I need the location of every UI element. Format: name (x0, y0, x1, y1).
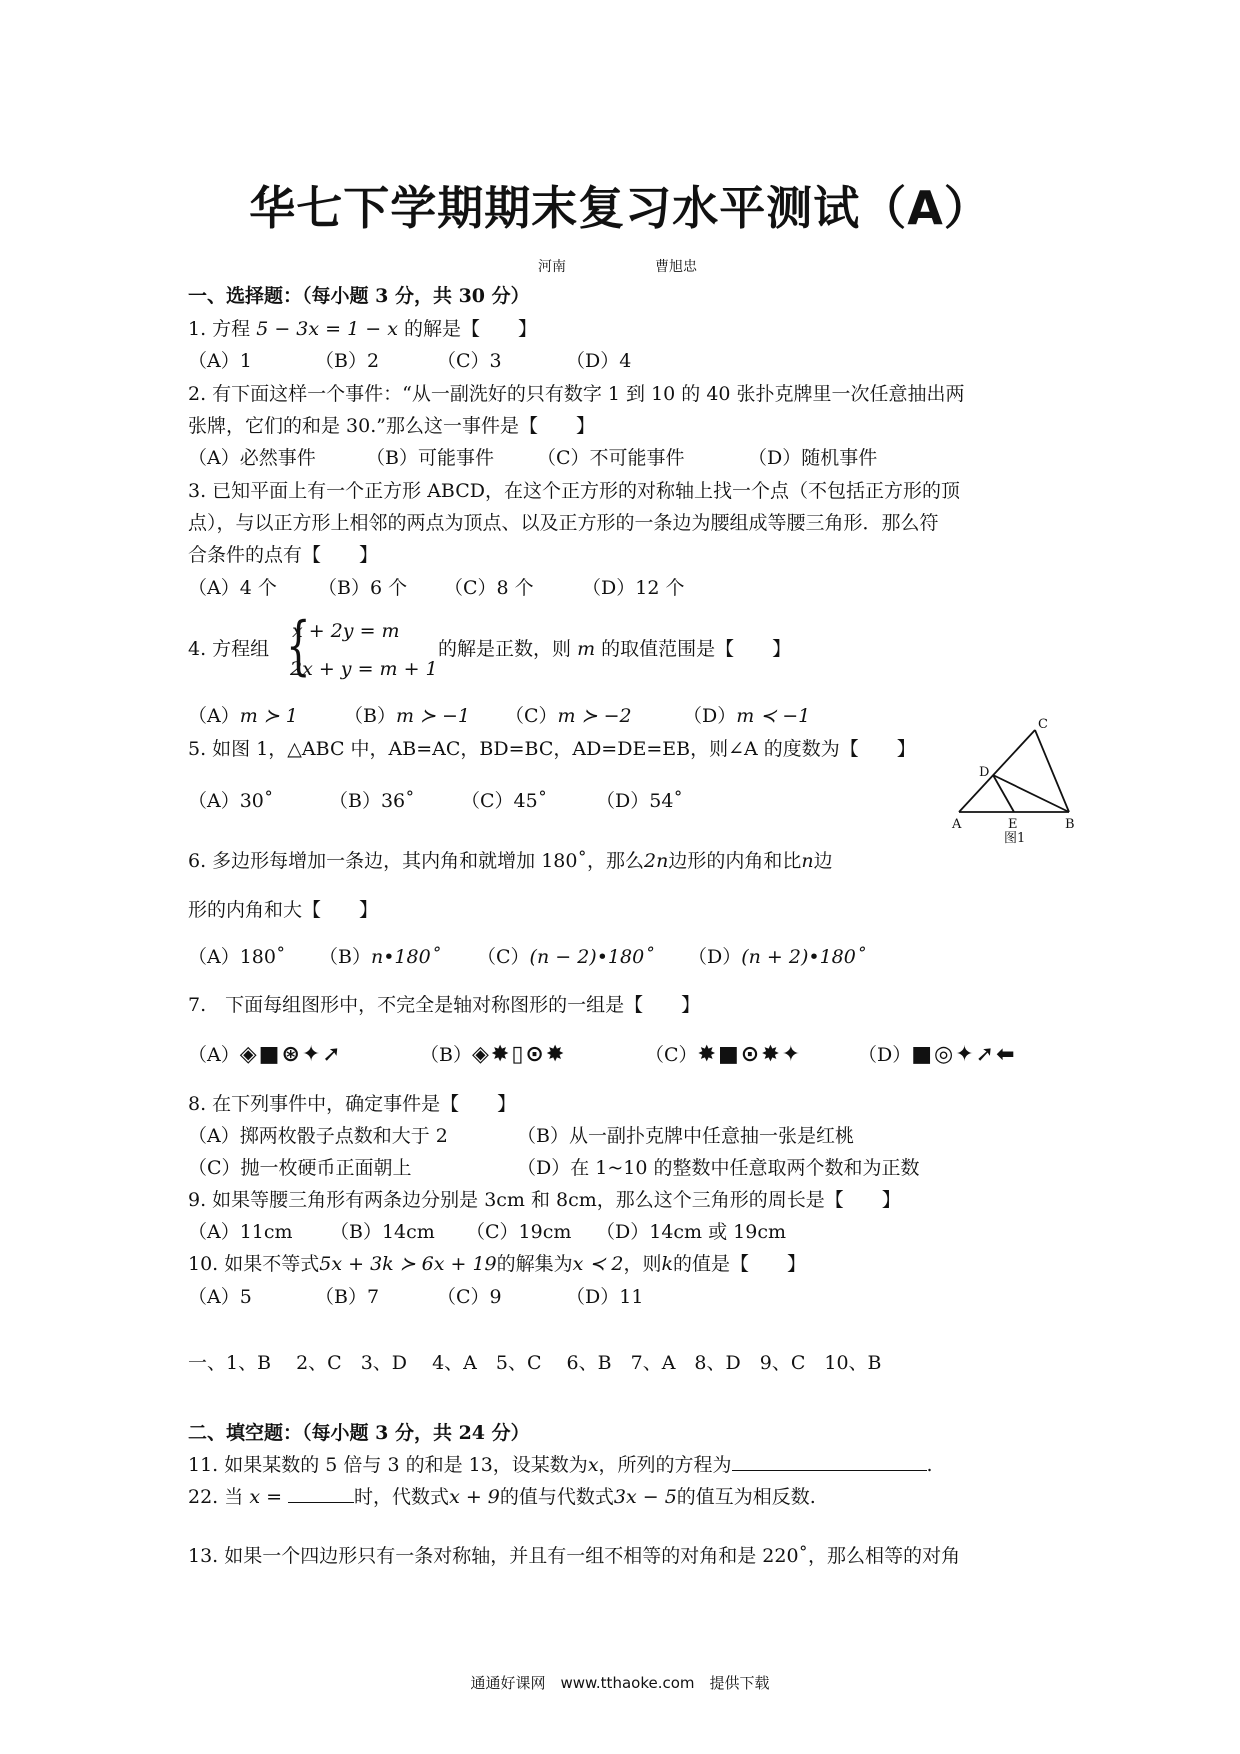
footer: 通通好课网 www.tthaoke.com 提供下载 (470, 1674, 770, 1692)
q7-b-shapes: ◈✸▯⊙✸ (471, 1042, 567, 1067)
q11-text: 11. 如果某数的 5 倍与 3 的和是 13，设某数为x，所列的方程为 . (188, 1454, 933, 1476)
q3-line2: 点），与以正方形上相邻的两点为顶点、以及正方形的一条边为腰组成等腰三角形．那么符 (188, 512, 939, 534)
q3-option-d: （D）12 个 (582, 577, 685, 599)
q1-option-b: （B）2 (315, 350, 380, 372)
label-a: A (952, 817, 962, 832)
q9-option-c: （C）19cm (466, 1221, 572, 1243)
q6-line1: 6. 多边形每增加一条边，其内角和就增加 180˚，那么2n边形的内角和比n边 (188, 850, 833, 872)
q5-option-d: （D）54˚ (596, 790, 683, 812)
q3-option-c: （C）8 个 (444, 577, 534, 599)
q4-option-a: （A）m ≻ 1 (188, 705, 298, 727)
q8-option-b: （B）从一副扑克牌中任意抽一张是红桃 (517, 1125, 854, 1147)
q5-text: 5. 如图 1，△ABC 中，AB=AC，BD=BC，AD=DE=EB，则∠A 的度数为【 】 (188, 738, 916, 760)
question-1 (188, 316, 537, 342)
q7-c-shapes: ✸■⊙✸✦ (697, 1042, 803, 1067)
q2-option-a: （A）必然事件 (188, 447, 316, 469)
q3-line3: 合条件的点有【 】 (188, 544, 379, 566)
q7-d-shapes: ■◎✦➚⬅ (911, 1042, 1017, 1067)
q10-option-b: （B）7 (315, 1286, 380, 1308)
q13-text: 13. 如果一个四边形只有一条对称轴，并且有一组不相等的对角和是 220˚，那么相等的对角 (188, 1545, 961, 1567)
q7-option-c: （C）✸■⊙✸✦ (645, 1042, 803, 1067)
q9-option-b: （B）14cm (330, 1221, 435, 1243)
author-name: 曹旭忠 (655, 259, 697, 275)
q5-option-b: （B）36˚ (329, 790, 415, 812)
q7-a-shapes: ◈■⊛✦➚ (239, 1042, 343, 1067)
q10-option-c: （C）9 (437, 1286, 502, 1308)
q1-suffix: 的解是【 】 (403, 318, 537, 340)
q7-text: 7. 下面每组图形中，不完全是轴对称图形的一组是【 】 (188, 994, 701, 1016)
segment-cb (1035, 730, 1069, 812)
author-region: 河南 (538, 259, 566, 275)
q1-option-d: （D）4 (566, 350, 632, 372)
q2-option-b: （B）可能事件 (366, 447, 494, 469)
q7-option-b: （B）◈✸▯⊙✸ (420, 1042, 567, 1067)
q10-text: 10. 如果不等式5x + 3k ≻ 6x + 19的解集为x ≺ 2，则k的值是【 】 (188, 1253, 807, 1275)
q4-suffix: 的解是正数，则 m 的取值范围是【 】 (438, 638, 792, 660)
q8-text: 8. 在下列事件中，确定事件是【 】 (188, 1093, 517, 1115)
q2-line1: 2. 有下面这样一个事件：“从一副洗好的只有数字 1 到 10 的 40 张扑克牌里一次任意抽出两 (188, 383, 965, 405)
q9-option-a: （A）11cm (188, 1221, 293, 1243)
label-d: D (979, 765, 990, 780)
q6-option-b: （B）n•180˚ (319, 946, 441, 968)
q7-option-a: （A）◈■⊛✦➚ (188, 1042, 343, 1067)
segment-ac (959, 730, 1035, 812)
q1-option-a: （A）1 (188, 350, 252, 372)
q6-option-c: （C）(n − 2)•180˚ (477, 946, 654, 968)
q1-equation: 5 − 3x = 1 − x (256, 318, 398, 340)
figure-caption: 图1 (1004, 831, 1026, 846)
answer-key: 一、1、B 2、C 3、D 4、A 5、C 6、B 7、A 8、D 9、C 10、B (188, 1352, 882, 1374)
q4-prefix: 4. 方程组 (188, 638, 270, 660)
q4-equation-1: x + 2y = m (292, 620, 400, 642)
q3-option-b: （B）6 个 (318, 577, 408, 599)
label-e: E (1008, 817, 1018, 832)
q8-option-a: （A）掷两枚骰子点数和大于 2 (188, 1125, 448, 1147)
q3-option-a: （A）4 个 (188, 577, 277, 599)
q4-option-d: （D）m ≺ −1 (683, 705, 811, 727)
page-title: 华七下学期期末复习水平测试（A） (249, 181, 991, 235)
q2-line2: 张牌，它们的和是 30.”那么这一事件是【 】 (188, 415, 595, 437)
q1-prefix: 1. 方程 (188, 318, 251, 340)
q1-option-c: （C）3 (437, 350, 502, 372)
system-brace: { (286, 609, 311, 683)
q5-option-a: （A）30˚ (188, 790, 274, 812)
q3-line1: 3. 已知平面上有一个正方形 ABCD，在这个正方形的对称轴上找一个点（不包括正方形的顶 (188, 480, 961, 502)
q11-answer-blank[interactable] (732, 1452, 927, 1471)
q6-option-d: （D）(n + 2)•180˚ (688, 946, 866, 968)
q10-option-d: （D）11 (566, 1286, 644, 1308)
section1-heading: 一、选择题：（每小题 3 分，共 30 分） (188, 285, 530, 307)
q8-option-c: （C）抛一枚硬币正面朝上 (188, 1157, 412, 1179)
q2-option-c: （C）不可能事件 (537, 447, 685, 469)
figure-1-triangle (945, 708, 1085, 848)
q8-option-d: （D）在 1~10 的整数中任意取两个数和为正数 (517, 1157, 920, 1179)
q6-line2: 形的内角和大【 】 (188, 899, 379, 921)
q7-option-d: （D）■◎✦➚⬅ (858, 1042, 1017, 1067)
q12-text: 22. 当 x = 时，代数式x + 9的值与代数式3x − 5的值互为相反数. (188, 1486, 816, 1508)
q9-option-d: （D）14cm 或 19cm (596, 1221, 786, 1243)
q5-option-c: （C）45˚ (461, 790, 548, 812)
label-b: B (1065, 817, 1075, 832)
q4-option-c: （C）m ≻ −2 (505, 705, 632, 727)
section2-heading: 二、填空题：（每小题 3 分，共 24 分） (188, 1422, 530, 1444)
q10-option-a: （A）5 (188, 1286, 252, 1308)
q12-answer-blank[interactable] (288, 1484, 354, 1503)
q4-equation-2: 2x + y = m + 1 (290, 658, 438, 680)
q6-option-a: （A）180˚ (188, 946, 286, 968)
q2-option-d: （D）随机事件 (748, 447, 878, 469)
label-c: C (1038, 717, 1048, 732)
q4-option-b: （B）m ≻ −1 (344, 705, 470, 727)
q9-text: 9. 如果等腰三角形有两条边分别是 3cm 和 8cm，那么这个三角形的周长是【 】 (188, 1189, 901, 1211)
